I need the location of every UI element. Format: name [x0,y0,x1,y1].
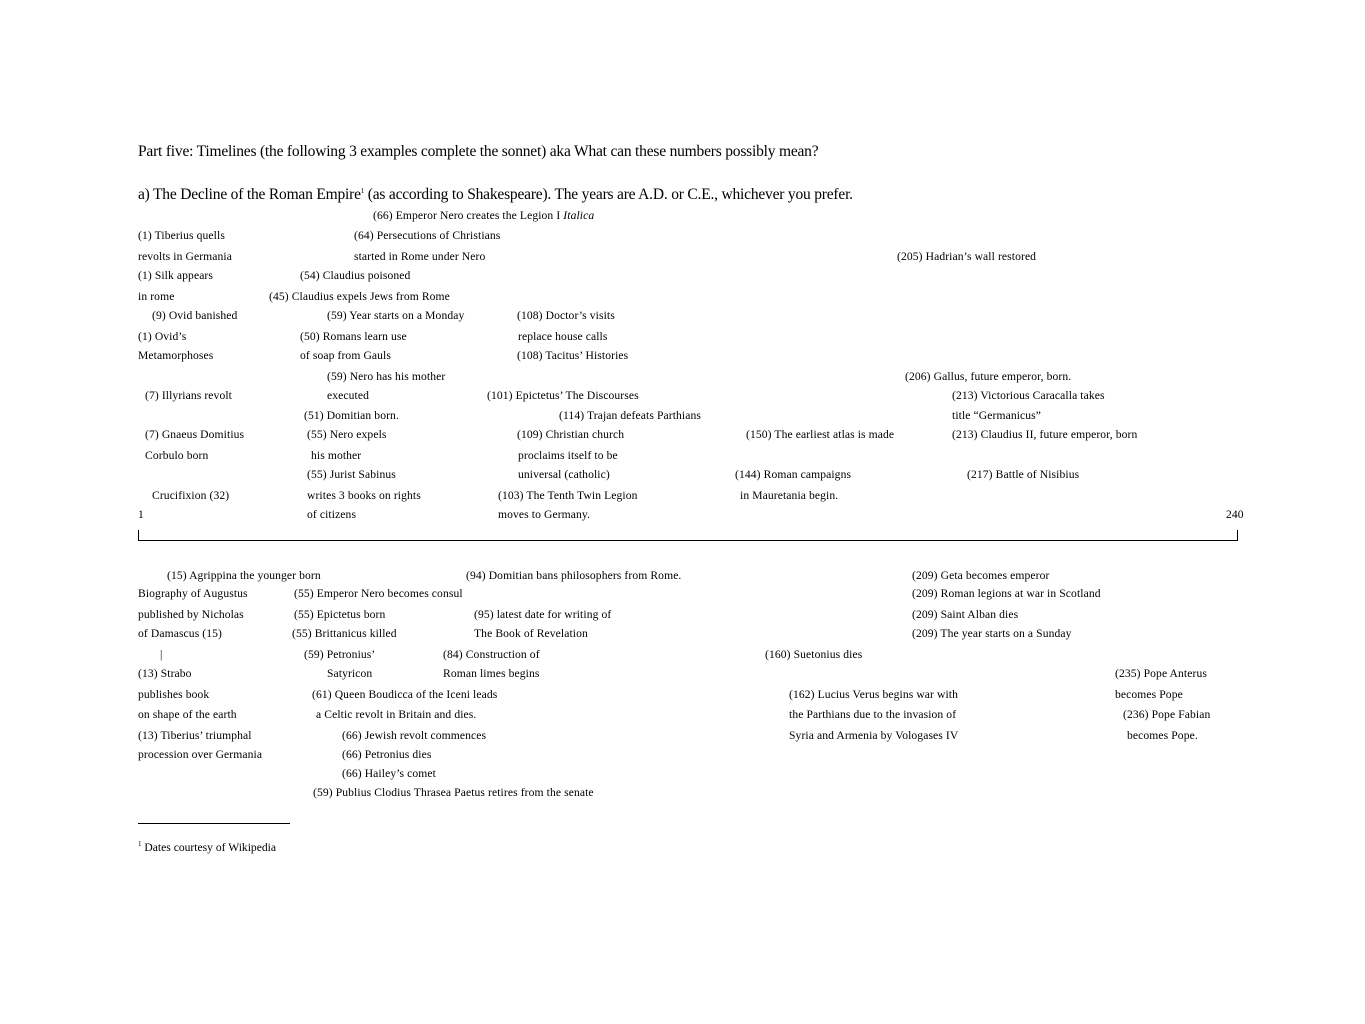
timeline-event: (205) Hadrian’s wall restored [897,250,1037,263]
timeline-event: (59) Petronius’ [304,648,376,661]
subheading [138,186,853,204]
timeline-axis [138,540,1238,541]
timeline-event: (235) Pope Anterus [1115,667,1207,680]
timeline-event: (144) Roman campaigns [735,468,852,481]
timeline-event: universal (catholic) [518,468,610,481]
timeline-event: (55) Epictetus born [294,608,386,621]
timeline-event: (108) Doctor’s visits [517,309,615,322]
timeline-event: (206) Gallus, future emperor, born. [905,370,1072,383]
timeline-event: (209) The year starts on a Sunday [912,627,1072,640]
axis-tick-end [1237,530,1238,541]
footnote [138,841,276,854]
timeline-event: (66) Hailey’s comet [342,767,436,780]
timeline-event: The Book of Revelation [474,627,588,640]
timeline-event: (95) latest date for writing of [474,608,612,621]
timeline-event: (213) Victorious Caracalla takes [952,389,1105,402]
timeline-event: (15) Agrippina the younger born [167,569,321,582]
timeline-event: (209) Geta becomes emperor [912,569,1050,582]
timeline-event: (236) Pope Fabian [1123,708,1211,721]
timeline-event: (66) Jewish revolt commences [342,729,487,742]
timeline-event: proclaims itself to be [518,449,618,462]
timeline-event: (54) Claudius poisoned [300,269,411,282]
timeline-event: Metamorphoses [138,349,214,362]
timeline-event: becomes Pope. [1127,729,1198,742]
footnote-ref: 1 [360,186,365,195]
timeline-event: (101) Epictetus’ The Discourses [487,389,639,402]
part-heading: Part five: Timelines (the following 3 examples complete the sonnet) aka What can these numbers possibly mean? [138,143,819,160]
timeline-event: a Celtic revolt in Britain and dies. [316,708,477,721]
timeline-event: on shape of the earth [138,708,237,721]
timeline-event: (59) Year starts on a Monday [327,309,465,322]
timeline-event: (45) Claudius expels Jews from Rome [269,290,450,303]
timeline-event: Biography of Augustus [138,587,248,600]
timeline-event: executed [327,389,369,402]
timeline-event: the Parthians due to the invasion of [789,708,957,721]
timeline-event: of soap from Gauls [300,349,391,362]
timeline-event: (150) The earliest atlas is made [746,428,895,441]
footnote-separator [138,823,290,824]
timeline-event: (108) Tacitus’ Histories [517,349,629,362]
timeline-event: (94) Domitian bans philosophers from Rome. [466,569,682,582]
timeline-event: (1) Ovid’s [138,330,187,343]
axis-tick-start [138,530,139,541]
timeline-event: (51) Domitian born. [304,409,399,422]
timeline-event: Roman limes begins [443,667,540,680]
timeline-event: (13) Tiberius’ triumphal [138,729,252,742]
timeline-event: (109) Christian church [517,428,625,441]
timeline-event: in rome [138,290,175,303]
footnote-mark: 1 [138,840,142,849]
timeline-event: writes 3 books on rights [307,489,421,502]
timeline-event: his mother [311,449,362,462]
timeline-event: (7) Gnaeus Domitius [145,428,245,441]
timeline-event: (7) Illyrians revolt [145,389,232,402]
timeline-event: (162) Lucius Verus begins war with [789,688,959,701]
timeline-event: (84) Construction of [443,648,540,661]
timeline-event: (1) Tiberius quells [138,229,225,242]
timeline-event: (209) Saint Alban dies [912,608,1019,621]
timeline-event: Crucifixion (32) [152,489,230,502]
timeline-event: (59) Nero has his mother [327,370,446,383]
timeline-event: (66) Petronius dies [342,748,432,761]
timeline-event: (55) Emperor Nero becomes consul [294,587,463,600]
timeline-event: published by Nicholas [138,608,244,621]
timeline-event: revolts in Germania [138,250,232,263]
timeline-event: procession over Germania [138,748,263,761]
footnote-text: Dates courtesy of Wikipedia [141,841,277,854]
timeline-event: started in Rome under Nero [354,250,486,263]
timeline-marker: | [160,648,163,661]
subheading-rest: (as according to Shakespeare). The years are A.D. or C.E., whichever you prefer. [364,186,853,203]
subheading-title: a) The Decline of the Roman Empire [138,186,361,203]
timeline-event: title “Germanicus” [952,409,1042,422]
timeline-event: (213) Claudius II, future emperor, born [952,428,1138,441]
timeline-event: becomes Pope [1115,688,1183,701]
timeline-event: (13) Strabo [138,667,192,680]
timeline-event: (55) Nero expels [307,428,387,441]
timeline-event: (217) Battle of Nisibius [967,468,1080,481]
timeline-event: (103) The Tenth Twin Legion [498,489,638,502]
timeline-event: (1) Silk appears [138,269,214,282]
timeline-event: (50) Romans learn use [300,330,407,343]
timeline-event: Satyricon [327,667,373,680]
timeline-event: (61) Queen Boudicca of the Iceni leads [312,688,498,701]
axis-end-label: 240 [1226,508,1244,521]
timeline-event: moves to Germany. [498,508,591,521]
timeline-event: (9) Ovid banished [152,309,238,322]
timeline-event: of citizens [307,508,357,521]
timeline-event: (114) Trajan defeats Parthians [559,409,701,422]
timeline-event: (55) Jurist Sabinus [307,468,396,481]
timeline-event: Corbulo born [145,449,209,462]
timeline-event: (55) Brittanicus killed [292,627,397,640]
axis-start-label: 1 [138,508,144,521]
timeline-event: in Mauretania begin. [740,489,839,502]
timeline-event: (209) Roman legions at war in Scotland [912,587,1101,600]
timeline-event: (66) Emperor Nero creates the Legion I Italica [373,209,595,222]
timeline-event: (59) Publius Clodius Thrasea Paetus retires from the senate [313,786,594,799]
timeline-event: (64) Persecutions of Christians [354,229,501,242]
timeline-event: Syria and Armenia by Vologases IV [789,729,959,742]
timeline-event: publishes book [138,688,210,701]
timeline-event: of Damascus (15) [138,627,223,640]
timeline-event: (160) Suetonius dies [765,648,863,661]
timeline-event: replace house calls [518,330,608,343]
